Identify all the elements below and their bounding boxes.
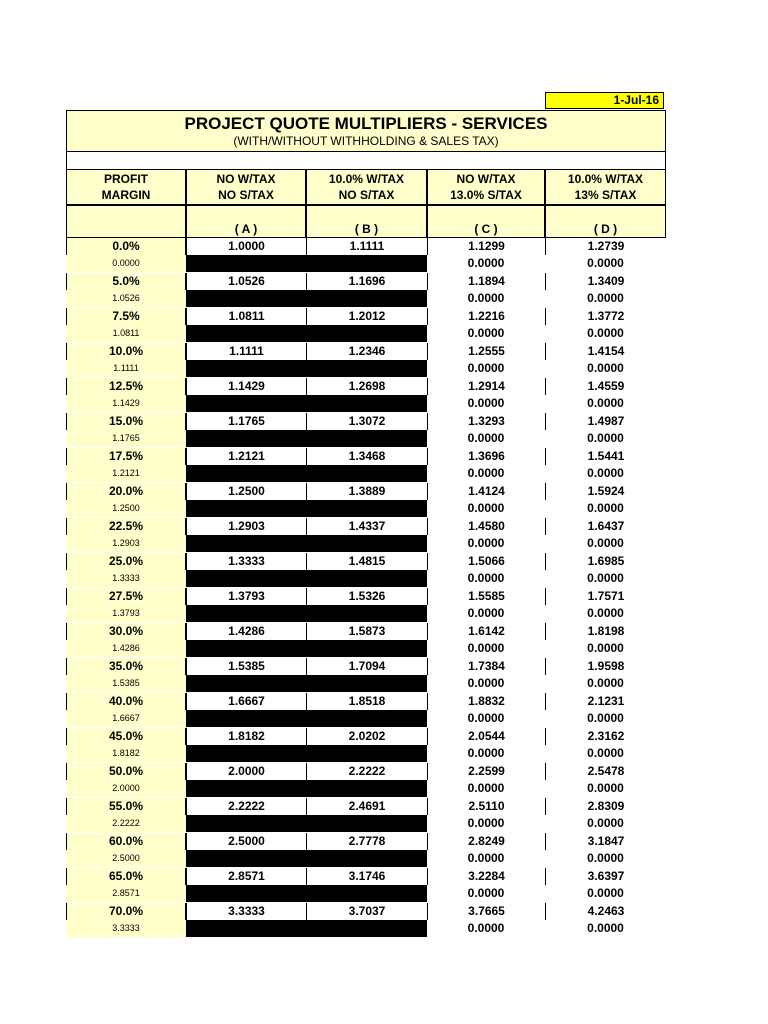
multiplier-cell-a[interactable]: 1.6667 [186,693,306,710]
margin-factor-cell[interactable]: 1.3333 [66,570,186,587]
table-row [66,693,666,710]
table-row [66,343,666,360]
table-row-sub [66,535,666,552]
column-header-4 [545,169,666,205]
tax-cell-d2[interactable]: 0.0000 [545,850,666,867]
tax-cell-c2[interactable]: 0.0000 [427,710,545,727]
column-header-1 [186,169,306,205]
tax-cell-d2[interactable]: 0.0000 [545,500,666,517]
table-row [66,658,666,675]
multiplier-cell-d[interactable]: 3.1847 [545,833,666,850]
multiplier-cell-c[interactable]: 1.6142 [427,623,545,640]
profit-margin-cell[interactable]: 22.5% [66,518,186,535]
multiplier-cell-b[interactable]: 1.3468 [306,448,427,465]
page-title: PROJECT QUOTE MULTIPLIERS - SERVICES [184,114,548,133]
multiplier-cell-d[interactable]: 1.3409 [545,273,666,290]
profit-margin-cell[interactable]: 17.5% [66,448,186,465]
multiplier-cell-d[interactable]: 1.4987 [545,413,666,430]
table-row-sub [66,430,666,447]
table-row-sub [66,640,666,657]
multiplier-cell-c[interactable]: 1.4580 [427,518,545,535]
tax-cell-d2[interactable]: 0.0000 [545,325,666,342]
multiplier-cell-a[interactable]: 1.0526 [186,273,306,290]
multiplier-cell-c[interactable]: 1.3696 [427,448,545,465]
profit-margin-cell[interactable]: 20.0% [66,483,186,500]
multiplier-cell-c[interactable]: 1.3293 [427,413,545,430]
column-header-3 [427,169,545,205]
tax-cell-d2[interactable]: 0.0000 [545,535,666,552]
column-header-line: NO W/TAX [216,172,276,186]
multiplier-cell-b[interactable]: 1.5326 [306,588,427,605]
table-row-sub [66,850,666,867]
margin-factor-cell[interactable]: 1.2903 [66,535,186,552]
multiplier-cell-b[interactable]: 2.7778 [306,833,427,850]
tax-cell-d2[interactable]: 0.0000 [545,710,666,727]
column-header-line: NO W/TAX [456,172,516,186]
table-row-sub [66,360,666,377]
profit-margin-cell[interactable]: 10.0% [66,343,186,360]
table-row-sub [66,885,666,902]
tax-cell-d2[interactable]: 0.0000 [545,570,666,587]
column-header-0 [66,169,186,205]
multiplier-cell-a[interactable]: 1.1111 [186,343,306,360]
column-label-1: ( A ) [186,205,306,238]
multiplier-cell-a[interactable]: 1.2500 [186,483,306,500]
tax-cell-c2[interactable]: 0.0000 [427,500,545,517]
profit-margin-cell[interactable]: 12.5% [66,378,186,395]
profit-margin-cell[interactable]: 35.0% [66,658,186,675]
multiplier-cell-b[interactable]: 1.3072 [306,413,427,430]
date-cell[interactable]: 1-Jul-16 [545,92,664,109]
column-header-2 [306,169,427,205]
multiplier-cell-b[interactable]: 1.1696 [306,273,427,290]
tax-cell-d2[interactable]: 0.0000 [545,430,666,447]
multiplier-cell-d[interactable]: 1.6437 [545,518,666,535]
multiplier-cell-c[interactable]: 1.7384 [427,658,545,675]
margin-factor-cell[interactable]: 1.2500 [66,500,186,517]
profit-margin-cell[interactable]: 65.0% [66,868,186,885]
profit-margin-cell[interactable]: 0.0% [66,238,186,255]
margin-factor-cell[interactable]: 1.5385 [66,675,186,692]
tax-cell-c2[interactable]: 0.0000 [427,465,545,482]
tax-cell-d2[interactable]: 0.0000 [545,290,666,307]
multiplier-cell-d[interactable]: 1.2739 [545,238,666,255]
multiplier-cell-a[interactable]: 1.2121 [186,448,306,465]
tax-cell-d2[interactable]: 0.0000 [545,255,666,272]
multiplier-cell-b[interactable]: 2.0202 [306,728,427,745]
multiplier-cell-c[interactable]: 2.2599 [427,763,545,780]
tax-cell-d2[interactable]: 0.0000 [545,395,666,412]
multiplier-cell-a[interactable]: 1.2903 [186,518,306,535]
table-row-sub [66,815,666,832]
table-row-sub [66,605,666,622]
table-row-sub [66,500,666,517]
column-header-line: NO S/TAX [338,188,395,202]
margin-factor-cell[interactable]: 1.0811 [66,325,186,342]
multiplier-cell-d[interactable]: 2.8309 [545,798,666,815]
multiplier-cell-b[interactable]: 2.2222 [306,763,427,780]
tax-cell-d2[interactable]: 0.0000 [545,605,666,622]
table-row [66,238,666,255]
table-row-sub [66,255,666,272]
margin-factor-cell[interactable]: 2.8571 [66,885,186,902]
multiplier-cell-a[interactable]: 1.0000 [186,238,306,255]
multiplier-cell-b[interactable]: 1.1111 [306,238,427,255]
margin-factor-cell[interactable]: 0.0000 [66,255,186,272]
column-header-line: PROFIT [104,172,148,186]
margin-factor-cell[interactable]: 2.2222 [66,815,186,832]
profit-margin-cell[interactable]: 45.0% [66,728,186,745]
multiplier-cell-b[interactable]: 1.7094 [306,658,427,675]
profit-margin-cell[interactable]: 70.0% [66,903,186,920]
multiplier-cell-c[interactable]: 2.8249 [427,833,545,850]
column-label-0 [66,205,186,238]
margin-factor-cell[interactable]: 1.3793 [66,605,186,622]
table-row-sub [66,920,666,937]
multiplier-cell-b[interactable]: 1.5873 [306,623,427,640]
multiplier-cell-a[interactable]: 2.0000 [186,763,306,780]
multiplier-cell-d[interactable]: 4.2463 [545,903,666,920]
multiplier-cell-b[interactable]: 1.2346 [306,343,427,360]
multiplier-cell-c[interactable]: 3.2284 [427,868,545,885]
tax-cell-c2[interactable]: 0.0000 [427,325,545,342]
margin-factor-cell[interactable]: 1.6667 [66,710,186,727]
tax-cell-c2[interactable]: 0.0000 [427,675,545,692]
tax-cell-c2[interactable]: 0.0000 [427,290,545,307]
column-label-3: ( C ) [427,205,545,238]
tax-cell-d2[interactable]: 0.0000 [545,920,666,937]
margin-factor-cell[interactable]: 1.4286 [66,640,186,657]
multiplier-cell-c[interactable]: 1.2914 [427,378,545,395]
profit-margin-cell[interactable]: 30.0% [66,623,186,640]
tax-cell-c2[interactable]: 0.0000 [427,780,545,797]
table-row [66,763,666,780]
profit-margin-cell[interactable]: 60.0% [66,833,186,850]
multiplier-cell-d[interactable]: 1.4559 [545,378,666,395]
table-row [66,833,666,850]
tax-cell-c2[interactable]: 0.0000 [427,640,545,657]
margin-factor-cell[interactable]: 1.2121 [66,465,186,482]
tax-cell-c2[interactable]: 0.0000 [427,535,545,552]
multiplier-cell-a[interactable]: 1.0811 [186,308,306,325]
multiplier-cell-d[interactable]: 1.3772 [545,308,666,325]
tax-cell-d2[interactable]: 0.0000 [545,640,666,657]
profit-margin-cell[interactable]: 40.0% [66,693,186,710]
multiplier-cell-a[interactable]: 1.5385 [186,658,306,675]
table-row-sub [66,465,666,482]
table-row-sub [66,745,666,762]
multiplier-cell-d[interactable]: 1.9598 [545,658,666,675]
table-row-sub [66,780,666,797]
margin-factor-cell[interactable]: 1.1765 [66,430,186,447]
multiplier-cell-d[interactable]: 2.3162 [545,728,666,745]
tax-cell-d2[interactable]: 0.0000 [545,885,666,902]
multiplier-cell-b[interactable]: 2.4691 [306,798,427,815]
multiplier-cell-c[interactable]: 1.8832 [427,693,545,710]
profit-margin-cell[interactable]: 25.0% [66,553,186,570]
column-label-4: ( D ) [545,205,666,238]
multiplier-cell-a[interactable]: 2.2222 [186,798,306,815]
profit-margin-cell[interactable]: 7.5% [66,308,186,325]
column-header-line: MARGIN [101,188,151,202]
multiplier-cell-b[interactable]: 1.4337 [306,518,427,535]
multiplier-cell-c[interactable]: 1.2216 [427,308,545,325]
table-row-sub [66,675,666,692]
tax-cell-c2[interactable]: 0.0000 [427,850,545,867]
page-subtitle: (WITH/WITHOUT WITHHOLDING & SALES TAX) [233,134,499,148]
multiplier-cell-a[interactable]: 2.5000 [186,833,306,850]
multiplier-cell-a[interactable]: 1.1765 [186,413,306,430]
tax-cell-c2[interactable]: 0.0000 [427,885,545,902]
tax-cell-c2[interactable]: 0.0000 [427,815,545,832]
margin-factor-cell[interactable]: 3.3333 [66,920,186,937]
table-row-sub [66,325,666,342]
multiplier-cell-d[interactable]: 1.5441 [545,448,666,465]
column-header-line: NO S/TAX [218,188,274,202]
multiplier-cell-d[interactable]: 2.1231 [545,693,666,710]
multiplier-cell-c[interactable]: 1.5066 [427,553,545,570]
table-row [66,273,666,290]
multiplier-cell-c[interactable]: 1.1894 [427,273,545,290]
column-header-line: 13% S/TAX [574,188,637,202]
multiplier-cell-d[interactable]: 1.5924 [545,483,666,500]
profit-margin-cell[interactable]: 55.0% [66,798,186,815]
multiplier-cell-a[interactable]: 1.8182 [186,728,306,745]
tax-cell-c2[interactable]: 0.0000 [427,255,545,272]
table-row [66,588,666,605]
tax-cell-c2[interactable]: 0.0000 [427,570,545,587]
profit-margin-cell[interactable]: 27.5% [66,588,186,605]
tax-cell-d2[interactable]: 0.0000 [545,465,666,482]
profit-margin-cell[interactable]: 5.0% [66,273,186,290]
multiplier-cell-c[interactable]: 1.2555 [427,343,545,360]
tax-cell-d2[interactable]: 0.0000 [545,360,666,377]
table-row [66,378,666,395]
margin-factor-cell[interactable]: 2.5000 [66,850,186,867]
margin-factor-cell[interactable]: 2.0000 [66,780,186,797]
table-row [66,308,666,325]
multiplier-cell-d[interactable]: 1.4154 [545,343,666,360]
table-row-sub [66,395,666,412]
table-row [66,623,666,640]
table-row [66,413,666,430]
table-row [66,903,666,920]
tax-cell-d2[interactable]: 0.0000 [545,745,666,762]
profit-margin-cell[interactable]: 50.0% [66,763,186,780]
multiplier-cell-b[interactable]: 1.3889 [306,483,427,500]
multiplier-cell-b[interactable]: 1.2012 [306,308,427,325]
tax-cell-c2[interactable]: 0.0000 [427,745,545,762]
multiplier-cell-b[interactable]: 1.2698 [306,378,427,395]
multiplier-cell-a[interactable]: 1.3793 [186,588,306,605]
spacer-row [66,152,666,169]
margin-factor-cell[interactable]: 1.8182 [66,745,186,762]
column-header-line: 13.0% S/TAX [450,188,522,202]
multiplier-cell-d[interactable]: 1.8198 [545,623,666,640]
margin-factor-cell[interactable]: 1.1111 [66,360,186,377]
profit-margin-cell[interactable]: 15.0% [66,413,186,430]
multiplier-cell-b[interactable]: 3.7037 [306,903,427,920]
multiplier-cell-d[interactable]: 1.7571 [545,588,666,605]
multiplier-cell-a[interactable]: 1.4286 [186,623,306,640]
tax-cell-d2[interactable]: 0.0000 [545,815,666,832]
table-row-sub [66,290,666,307]
multiplier-cell-a[interactable]: 3.3333 [186,903,306,920]
multiplier-cell-c[interactable]: 3.7665 [427,903,545,920]
tax-cell-c2[interactable]: 0.0000 [427,430,545,447]
title-box [66,110,666,152]
multiplier-cell-c[interactable]: 1.5585 [427,588,545,605]
margin-factor-cell[interactable]: 1.1429 [66,395,186,412]
column-header-line: 10.0% W/TAX [328,172,405,186]
table-row [66,448,666,465]
multiplier-cell-d[interactable]: 3.6397 [545,868,666,885]
table-row [66,553,666,570]
multiplier-cell-b[interactable]: 1.8518 [306,693,427,710]
multiplier-cell-d[interactable]: 2.5478 [545,763,666,780]
column-label-2: ( B ) [306,205,427,238]
tax-cell-c2[interactable]: 0.0000 [427,605,545,622]
margin-factor-cell[interactable]: 1.0526 [66,290,186,307]
tax-cell-d2[interactable]: 0.0000 [545,675,666,692]
tax-cell-d2[interactable]: 0.0000 [545,780,666,797]
multiplier-cell-a[interactable]: 1.3333 [186,553,306,570]
multiplier-cell-d[interactable]: 1.6985 [545,553,666,570]
multiplier-cell-c[interactable]: 2.0544 [427,728,545,745]
multiplier-cell-a[interactable]: 2.8571 [186,868,306,885]
multiplier-cell-c[interactable]: 1.1299 [427,238,545,255]
multiplier-cell-c[interactable]: 1.4124 [427,483,545,500]
multiplier-cell-a[interactable]: 1.1429 [186,378,306,395]
tax-cell-c2[interactable]: 0.0000 [427,395,545,412]
tax-cell-c2[interactable]: 0.0000 [427,360,545,377]
multiplier-cell-b[interactable]: 1.4815 [306,553,427,570]
table-row-sub [66,710,666,727]
table-row [66,483,666,500]
multiplier-cell-b[interactable]: 3.1746 [306,868,427,885]
table-row [66,728,666,745]
table-row [66,868,666,885]
table-row [66,518,666,535]
tax-cell-c2[interactable]: 0.0000 [427,920,545,937]
table-row [66,798,666,815]
multiplier-cell-c[interactable]: 2.5110 [427,798,545,815]
table-row-sub [66,570,666,587]
column-header-line: 10.0% W/TAX [567,172,644,186]
